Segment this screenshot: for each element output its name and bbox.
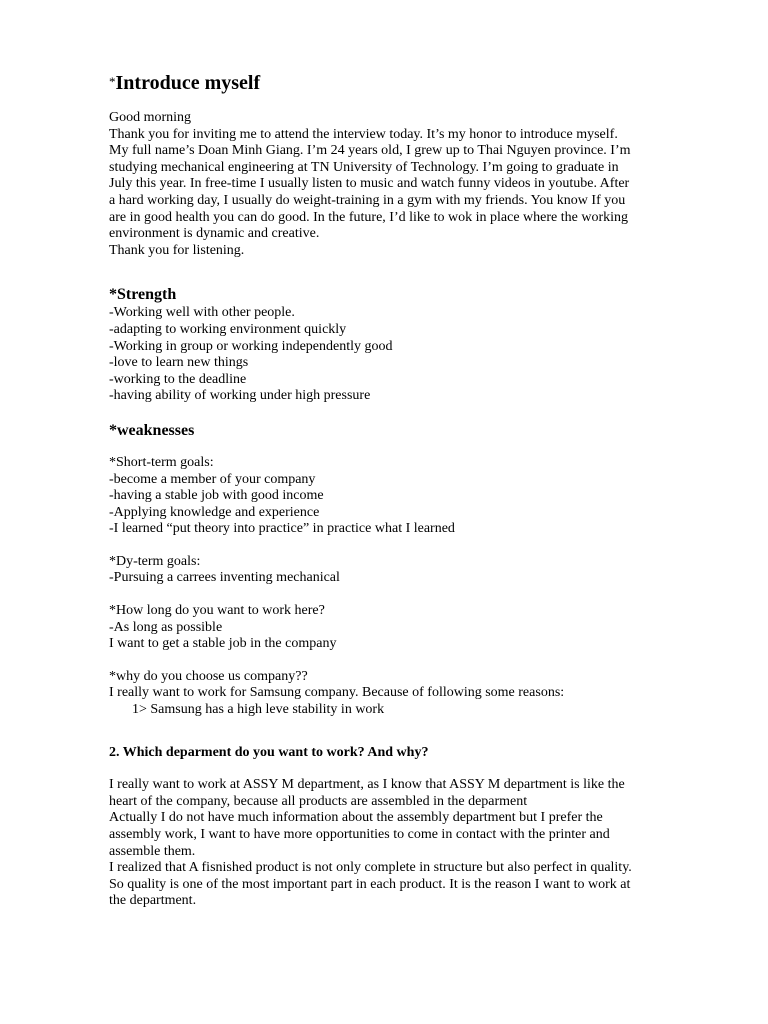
- title-star: *: [109, 74, 116, 89]
- how-long-item: I want to get a stable job in the company: [109, 636, 337, 652]
- intro-paragraph: [109, 110, 709, 259]
- intro-line: July this year. In free-time I usually listen to music and watch funny videos in youtube. After: [109, 176, 630, 192]
- short-term-heading: *Short-term goals:: [109, 454, 214, 470]
- strength-item: -having ability of working under high pressure: [109, 388, 371, 404]
- strength-item: -love to learn new things: [109, 355, 249, 371]
- document-title: [109, 68, 709, 97]
- strength-item: -Working in group or working independently good: [109, 338, 393, 354]
- intro-line: My full name’s Doan Minh Giang. I’m 24 years old, I grew up to Thai Nguyen province. I’m: [109, 143, 631, 159]
- strength-item: -Working well with other people.: [109, 305, 295, 321]
- weakness-heading: *weaknesses: [109, 421, 195, 439]
- short-term-item: -I learned “put theory into practice” in practice what I learned: [109, 521, 455, 537]
- intro-line: a hard working day, I usually do weight-training in a gym with my friends. You know If you: [109, 192, 626, 208]
- how-long-section: [109, 603, 709, 653]
- question-2-answer: [109, 777, 709, 910]
- answer-line: assembly work, I want to have more opportunities to come in contact with the printer and: [109, 827, 610, 842]
- answer-line: assemble them.: [109, 843, 196, 859]
- answer-line: the department.: [109, 893, 197, 909]
- answer-line: So quality is one of the most important part in each product. It is the reason I want to work at: [109, 876, 631, 892]
- intro-line: Thank you for inviting me to attend the interview today. It’s my honor to introduce myself.: [109, 126, 618, 142]
- strength-item: -adapting to working environment quickly: [109, 321, 347, 337]
- strength-item: -working to the deadline: [109, 371, 247, 387]
- long-term-item: -Pursuing a carrees inventing mechanical: [109, 570, 340, 586]
- short-term-item: -become a member of your company: [109, 471, 316, 487]
- answer-line: heart of the company, because all products are assembled in the deparment: [109, 793, 528, 809]
- why-section: [109, 669, 709, 719]
- answer-line: Actually I do not have much information about the assembly department but I prefer the: [109, 810, 603, 826]
- spacer: [109, 587, 709, 603]
- short-term-item: -Applying knowledge and experience: [109, 504, 320, 520]
- short-term-item: -having a stable job with good income: [109, 488, 324, 504]
- intro-line: Thank you for listening.: [109, 242, 245, 258]
- intro-line: Good morning: [109, 110, 192, 125]
- strength-list: [109, 305, 709, 405]
- intro-line: studying mechanical engineering at TN University of Technology. I’m going to graduate in: [109, 159, 619, 175]
- spacer: [109, 653, 709, 669]
- why-reason-item: 1> Samsung has a high leve stability in work: [132, 702, 385, 718]
- strength-heading: *Strength: [109, 286, 177, 304]
- long-term-heading: *Dy-term goals:: [109, 553, 201, 569]
- why-intro: I really want to work for Samsung company. Because of following some reasons:: [109, 685, 565, 701]
- document-page: [109, 68, 709, 910]
- how-long-item: -As long as possible: [109, 619, 223, 635]
- how-long-heading: *How long do you want to work here?: [109, 603, 325, 619]
- intro-line: are in good health you can do good. In the future, I’d like to wok in place where the working: [109, 209, 629, 225]
- title-text: Introduce myself: [115, 72, 261, 94]
- short-term-goals: [109, 455, 709, 538]
- why-heading: *why do you choose us company??: [109, 668, 308, 684]
- question-2-heading: 2. Which deparment do you want to work? And why?: [109, 744, 429, 760]
- intro-line: environment is dynamic and creative.: [109, 226, 320, 242]
- spacer: [109, 538, 709, 554]
- answer-line: I really want to work at ASSY M department, as I know that ASSY M department is like the: [109, 777, 625, 793]
- answer-line: I realized that A fisnished product is not only complete in structure but also perfect in quality.: [109, 860, 632, 876]
- long-term-goals: [109, 554, 709, 587]
